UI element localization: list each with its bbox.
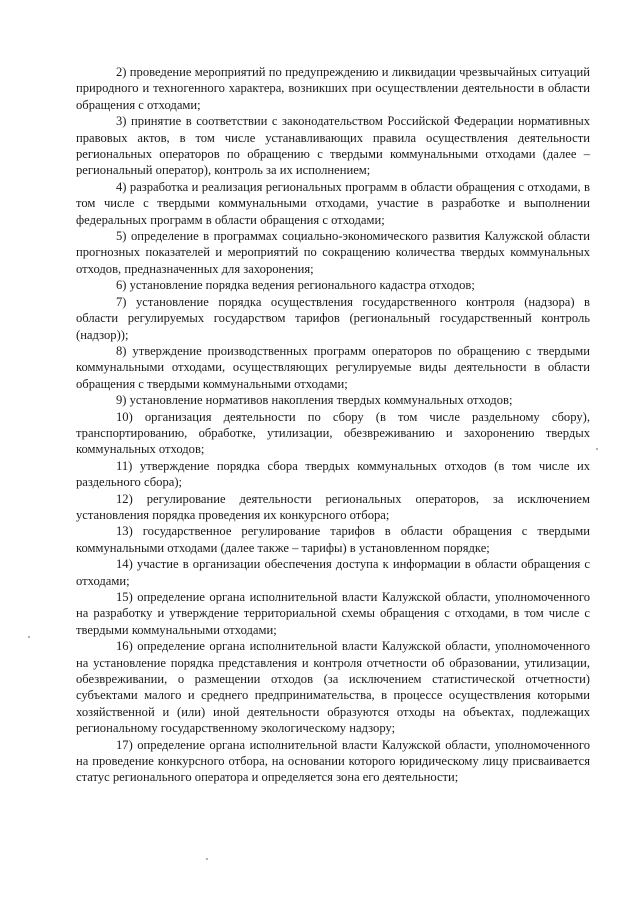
paragraph-item-17: 17) определение органа исполнительной власти Калужской области, уполномоченного на проведение конкурсного отбора, на основании которого юридическому лицу присваивается статус регионального оператора и определяется зона его деятельности;: [76, 737, 590, 785]
paragraph-item-12: 12) регулирование деятельности региональных операторов, за исключением установления порядка проведения их конкурсного отбора;: [76, 491, 590, 522]
paragraph-item-6: 6) установление порядка ведения регионального кадастра отходов;: [116, 278, 475, 293]
paragraph-item-13: 13) государственное регулирование тарифов в области обращения с твердыми коммунальными отходами (далее также – тарифы) в установленном порядке;: [76, 524, 590, 555]
scan-speck: [206, 858, 208, 860]
paragraph-item-15: 15) определение органа исполнительной власти Калужской области, уполномоченного на разработку и утверждение территориальной схемы обращения с отходами, в том числе с твердыми коммунальными отходами;: [76, 590, 590, 637]
paragraph-item-3: 3) принятие в соответствии с законодательством Российской Федерации нормативных правовых актов, в том числе устанавливающих правила осуществления деятельности региональных операторов по обращению с твердыми коммунальными отходами (далее – региональный оператор), контроль за их исполнением;: [76, 114, 590, 178]
paragraph-item-5: 5) определение в программах социально-экономического развития Калужской области прогнозных показателей и мероприятий по сокращению количества твердых коммунальных отходов, предназначенных для захоронения;: [76, 229, 590, 276]
scan-speck: [596, 448, 598, 450]
paragraph-item-14: 14) участие в организации обеспечения доступа к информации в области обращения с отходами;: [76, 557, 590, 588]
paragraph-item-7: 7) установление порядка осуществления государственного контроля (надзора) в области регулируемых государством тарифов (региональный государственный контроль (надзор));: [76, 294, 590, 342]
paragraph-item-10: 10) организация деятельности по сбору (в том числе раздельному сбору), транспортированию, обработке, утилизации, обезвреживанию и захоронению твердых коммунальных отходов;: [76, 409, 590, 457]
scan-speck: [28, 636, 30, 638]
paragraph-item-11: 11) утверждение порядка сбора твердых коммунальных отходов (в том числе их раздельного сбора);: [76, 458, 590, 490]
paragraph-item-8: 8) утверждение производственных программ операторов по обращению с твердыми коммунальными отходами, осуществляющих регулируемые виды деятельности в области обращения с твердыми коммунальными отходами;: [76, 343, 590, 391]
paragraph-item-4: 4) разработка и реализация региональных программ в области обращения с отходами, в том числе с твердыми коммунальными отходами, участие в разработке и выполнении федеральных программ в области обращения с отходами;: [76, 179, 590, 227]
paragraph-item-16: 16) определение органа исполнительной власти Калужской области, уполномоченного на установление порядка представления и контроля отчетности об образовании, утилизации, обезвреживании, о размещении отходов (за исключением статистической отчетности) субъектами малого и среднего предпринимательства, в процессе осуществления которыми хозяйственной и (или) иной деятельности образуются отходы на объектах, подлежащих региональному государственному экологическому надзору;: [76, 639, 590, 736]
document-body: [76, 64, 590, 786]
paragraph-item-2: 2) проведение мероприятий по предупреждению и ликвидации чрезвычайных ситуаций природного и техногенного характера, возникших при осуществлении деятельности в области обращения с отходами;: [76, 65, 590, 112]
paragraph-item-9: 9) установление нормативов накопления твердых коммунальных отходов;: [116, 393, 513, 408]
